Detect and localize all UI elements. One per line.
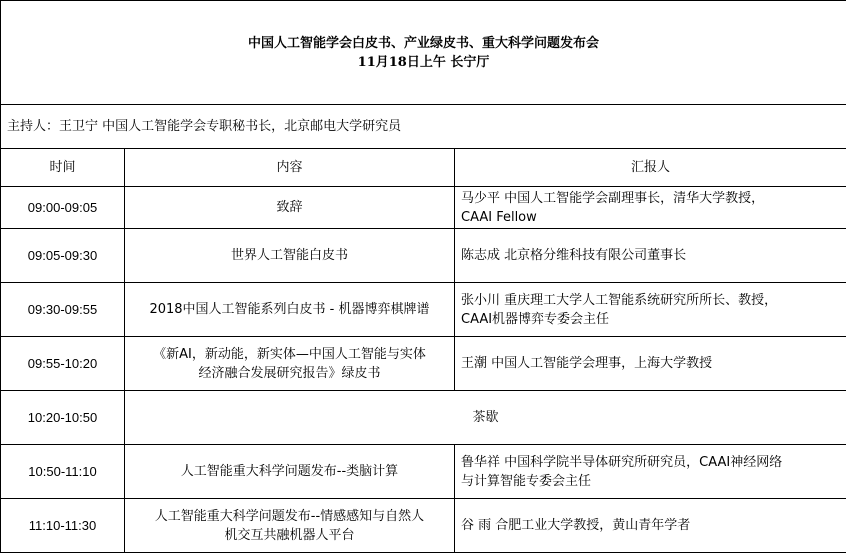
- session-time: 10:20-10:50: [1, 391, 125, 445]
- event-title-line2: 11月18日上午 长宁厅: [7, 53, 840, 72]
- speaker-line: 张小川 重庆理工大学人工智能系统研究所所长、教授，: [461, 291, 840, 310]
- title-row: [1, 1, 846, 105]
- content-line: 人工智能重大科学问题发布--情感感知与自然人: [131, 507, 448, 526]
- session-content: 致辞: [125, 187, 455, 229]
- speaker-line: 与计算智能专委会主任: [461, 472, 840, 491]
- session-speaker: 陈志成 北京格分维科技有限公司董事长: [455, 229, 846, 283]
- table-row: [1, 445, 846, 499]
- session-content: [125, 499, 455, 553]
- session-content: 世界人工智能白皮书: [125, 229, 455, 283]
- session-time: 09:55-10:20: [1, 337, 125, 391]
- session-speaker: [455, 445, 846, 499]
- table-row: [1, 391, 846, 445]
- content-line: 经济融合发展研究报告》绿皮书: [131, 364, 448, 383]
- session-content: 人工智能重大科学问题发布--类脑计算: [125, 445, 455, 499]
- header-content: 内容: [125, 149, 455, 187]
- speaker-line: CAAI机器博弈专委会主任: [461, 310, 840, 329]
- header-row: [1, 149, 846, 187]
- session-content: [125, 337, 455, 391]
- speaker-line: CAAI Fellow: [461, 208, 840, 227]
- session-time: 10:50-11:10: [1, 445, 125, 499]
- speaker-line: 马少平 中国人工智能学会副理事长，清华大学教授，: [461, 189, 840, 208]
- session-speaker: 谷 雨 合肥工业大学教授，黄山青年学者: [455, 499, 846, 553]
- table-row: [1, 337, 846, 391]
- session-speaker: 王潮 中国人工智能学会理事，上海大学教授: [455, 337, 846, 391]
- session-speaker: [455, 187, 846, 229]
- break-label: 茶歇: [125, 391, 846, 445]
- table-row: [1, 229, 846, 283]
- host-info: 主持人：王卫宁 中国人工智能学会专职秘书长，北京邮电大学研究员: [1, 105, 846, 149]
- content-line: 《新AI，新动能，新实体—中国人工智能与实体: [131, 345, 448, 364]
- session-time: 09:05-09:30: [1, 229, 125, 283]
- session-time: 09:00-09:05: [1, 187, 125, 229]
- host-row: [1, 105, 846, 149]
- table-row: [1, 283, 846, 337]
- session-time: 09:30-09:55: [1, 283, 125, 337]
- session-time: 11:10-11:30: [1, 499, 125, 553]
- event-title-line1: 中国人工智能学会白皮书、产业绿皮书、重大科学问题发布会: [7, 34, 840, 53]
- header-speaker: 汇报人: [455, 149, 846, 187]
- table-row: [1, 187, 846, 229]
- header-time: 时间: [1, 149, 125, 187]
- table-row: [1, 499, 846, 553]
- event-title: [1, 1, 846, 105]
- session-content: 2018中国人工智能系列白皮书 - 机器博弈棋牌谱: [125, 283, 455, 337]
- content-line: 机交互共融机器人平台: [131, 526, 448, 545]
- speaker-line: 鲁华祥 中国科学院半导体研究所研究员，CAAI神经网络: [461, 453, 840, 472]
- session-speaker: [455, 283, 846, 337]
